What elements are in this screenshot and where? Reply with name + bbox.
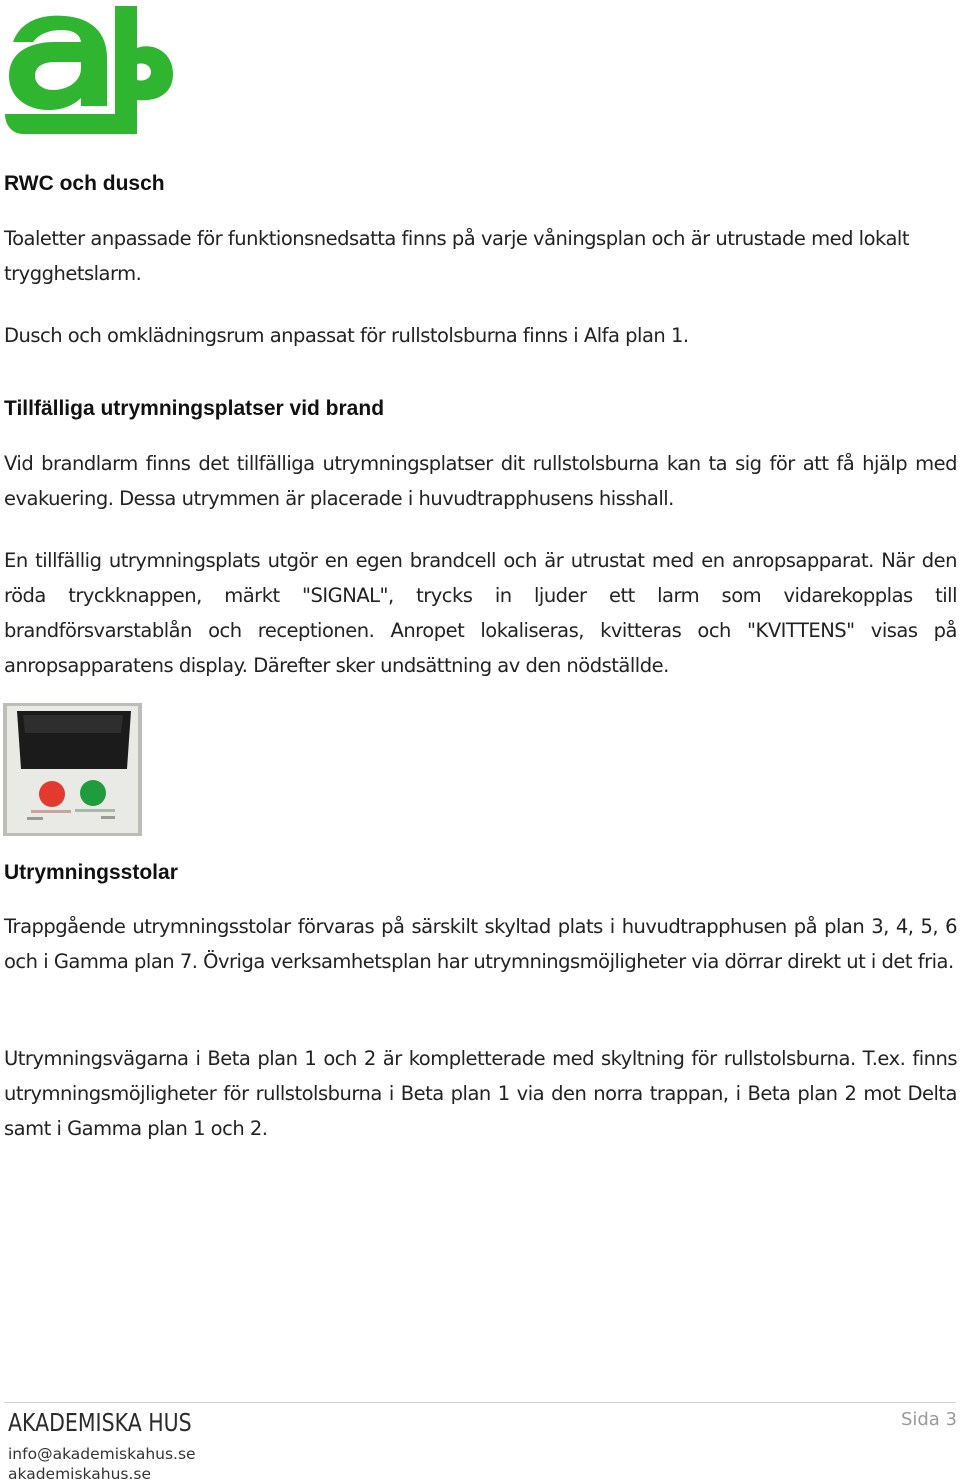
heading-utrymningsstolar: Utrymningsstolar [4,861,178,884]
footer-email: info@akademiskahus.se [8,1445,196,1463]
paragraph-trappgaende: Trappgående utrymningsstolar förvaras på särskilt skyltad plats i huvudtrapphusen på plan 3, 4, 5, 6 och i Gamma plan 7. Övriga verksamhetsplan har utrymningsmöjligheter via dörrar direkt ut i det fria. [4,915,957,973]
paragraph-dusch: Dusch och omklädningsrum anpassat för rullstolsburna finns i Alfa plan 1. [4,324,689,347]
paragraph-anropsapparat: En tillfällig utrymningsplats utgör en egen brandcell och är utrustat med en anropsapparat. När den röda tryckknappen, märkt "SIGNAL", trycks in ljuder ett larm som vidarekopplas till brandförsvarstablån och receptionen. Anropet lokaliseras, kvitteras och "KVITTENS" visas på anropsapparatens display. Därefter sker undsättning av den nödställde. [4,549,957,677]
heading-rwc: RWC och dusch [4,172,165,195]
red-signal-button [39,781,65,807]
footer-brand: AKADEMISKA HUS [8,1408,192,1437]
akademiska-hus-logo [3,2,173,134]
paragraph-toaletter: Toaletter anpassade för funktionsnedsatta finns på varje våningsplan och är utrustade med lokalt trygghetslarm. [4,227,909,285]
footer-website: akademiskahus.se [8,1465,152,1483]
footer-divider [4,1402,956,1403]
page-number: Sida 3 [900,1409,957,1430]
heading-utrymningsplatser: Tillfälliga utrymningsplatser vid brand [4,397,385,420]
paragraph-brandlarm: Vid brandlarm finns det tillfälliga utrymningsplatser dit rullstolsburna kan ta sig för att få hjälp med evakuering. Dessa utrymmen är placerade i huvudtrapphusens hisshall. [4,452,957,510]
call-device-photo [3,703,142,836]
green-acknowledge-button [80,780,106,806]
paragraph-utrymningsvagarna: Utrymningsvägarna i Beta plan 1 och 2 är kompletterade med skyltning för rullstolsburna. T.ex. finns utrymningsmöjligheter för rullstolsburna i Beta plan 1 via den norra trappan, i Beta plan 2 mot Delta samt i Gamma plan 1 och 2. [4,1047,957,1140]
